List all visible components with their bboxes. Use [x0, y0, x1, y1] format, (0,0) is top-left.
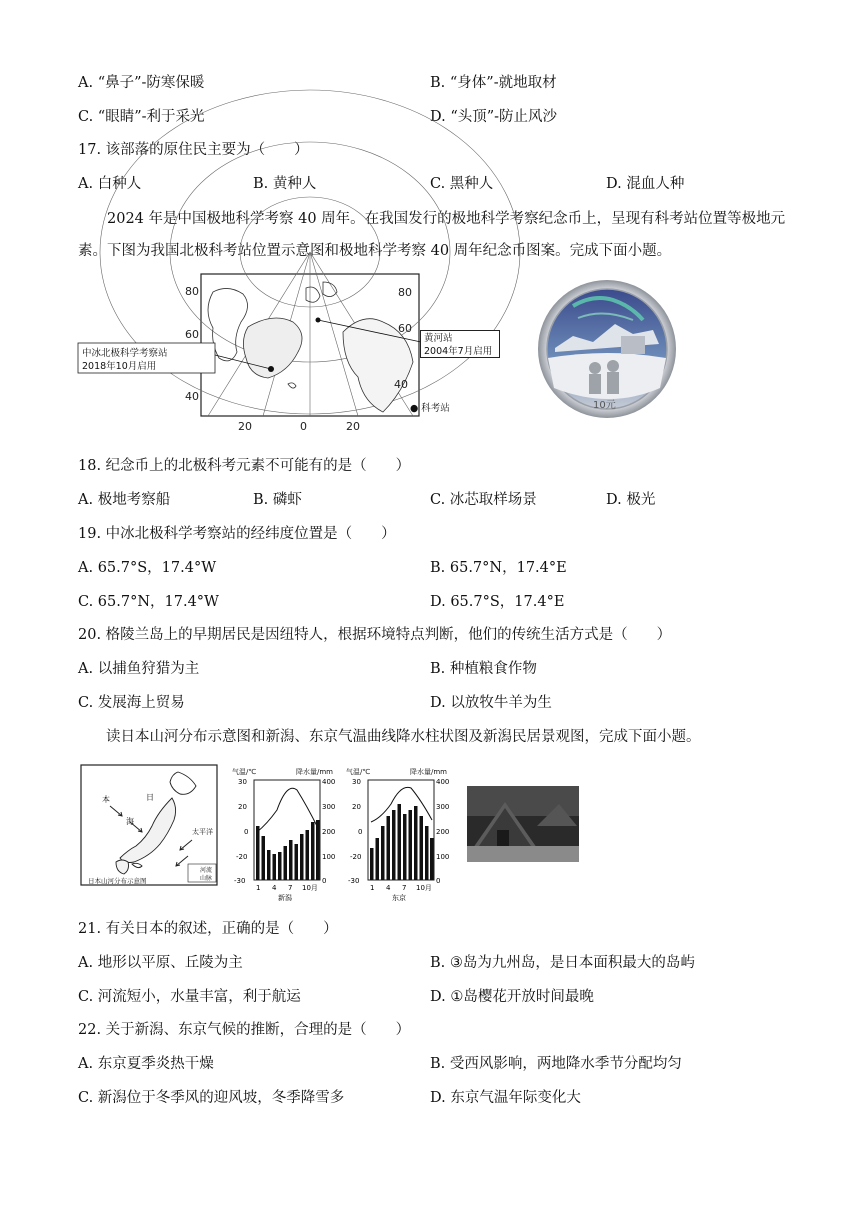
japan-map-caption: 日本山河分布示意图	[88, 877, 147, 885]
tokyo-t-30: 30	[352, 778, 361, 786]
lon-label-20e: 20	[346, 420, 360, 433]
q18-option-b: B. 磷虾	[253, 492, 302, 508]
station-zhongbing-date: 2018年10月启用	[82, 361, 157, 372]
niigata-t-neg30: -30	[234, 877, 246, 885]
station-huanghe-box	[420, 330, 500, 358]
tokyo-city: 东京	[392, 894, 406, 902]
commemorative-coin	[533, 278, 681, 420]
q21-option-d: D. ①岛樱花开放时间最晚	[430, 989, 594, 1005]
label-ben: 本	[102, 795, 110, 804]
q22-option-b: B. 受西风影响，两地降水季节分配均匀	[430, 1056, 682, 1072]
tokyo-m-1: 1	[370, 884, 375, 892]
tokyo-m-10: 10月	[416, 884, 432, 892]
lat-label-40-left: 40	[185, 390, 199, 403]
niigata-p-400: 400	[322, 778, 336, 786]
label-ri: 日	[146, 793, 154, 802]
niigata-p-100: 100	[322, 853, 336, 861]
q19-option-d: D. 65.7°S，17.4°E	[430, 594, 565, 610]
niigata-p-200: 200	[322, 828, 336, 836]
lat-label-80-right: 80	[398, 286, 412, 299]
q20-option-a: A. 以捕鱼狩猎为主	[78, 661, 200, 677]
lat-label-80-left: 80	[185, 285, 199, 298]
niigata-t-30: 30	[238, 778, 247, 786]
tokyo-t-20: 20	[352, 803, 361, 811]
q17-stem: 17. 该部落的原住民主要为（ ）	[78, 142, 309, 158]
q22-stem: 22. 关于新潟、东京气候的推断，合理的是（ ）	[78, 1022, 411, 1038]
q20-option-d: D. 以放牧牛羊为生	[430, 695, 552, 711]
q19-option-b: B. 65.7°N，17.4°E	[430, 560, 567, 576]
passage-japan: 读日本山河分布示意图和新潟、东京气温曲线降水柱状图及新潟民居景观图，完成下面小题。	[106, 729, 701, 745]
station-huanghe-date: 2004年7月启用	[424, 346, 493, 357]
tokyo-p-100: 100	[436, 853, 450, 861]
q17-option-d: D. 混血人种	[606, 176, 685, 192]
station-zhongbing-name: 中冰北极科学考察站	[82, 348, 168, 359]
q21-stem: 21. 有关日本的叙述，正确的是（ ）	[78, 921, 338, 937]
coin-denomination: 10元	[593, 400, 616, 411]
niigata-m-10: 10月	[302, 884, 318, 892]
q18-option-a: A. 极地考察船	[78, 492, 171, 508]
niigata-temp-axis-title: 气温/℃	[232, 768, 257, 776]
niigata-house-photo	[467, 786, 579, 862]
q18-option-c: C. 冰芯取样场景	[430, 492, 537, 508]
lat-label-60-right: 60	[398, 322, 412, 335]
q18-stem: 18. 纪念币上的北极科考元素不可能有的是（ ）	[78, 458, 411, 474]
q16-option-a: A. “鼻子”-防寒保暖	[78, 75, 205, 91]
niigata-t-20: 20	[238, 803, 247, 811]
tokyo-m-7: 7	[402, 884, 407, 892]
q17-option-c: C. 黑种人	[430, 176, 494, 192]
tokyo-precip-axis-title: 降水量/mm	[410, 768, 447, 776]
tokyo-t-0: 0	[358, 828, 363, 836]
tokyo-t-neg30: -30	[348, 877, 360, 885]
q16-option-c: C. “眼睛”-利于采光	[78, 109, 205, 125]
legend-river: 河流	[200, 867, 213, 874]
niigata-m-4: 4	[272, 884, 277, 892]
niigata-city: 新潟	[278, 894, 292, 902]
japan-river-mountain-map	[80, 764, 218, 886]
tokyo-p-200: 200	[436, 828, 450, 836]
q18-option-d: D. 极光	[606, 492, 656, 508]
lon-label-0: 0	[300, 420, 307, 433]
niigata-precip-axis-title: 降水量/mm	[296, 768, 333, 776]
q21-option-a: A. 地形以平原、丘陵为主	[78, 955, 243, 971]
tokyo-p-0: 0	[436, 877, 441, 885]
q19-stem: 19. 中冰北极科学考察站的经纬度位置是（ ）	[78, 526, 396, 542]
climate-chart-tokyo	[346, 766, 454, 902]
station-huanghe-name: 黄河站	[424, 333, 453, 344]
q19-option-a: A. 65.7°S，17.4°W	[78, 560, 217, 576]
tokyo-m-4: 4	[386, 884, 391, 892]
lat-label-60-left: 60	[185, 328, 199, 341]
passage-polar: 2024 年是中国极地科学考察 40 周年。在我国发行的极地科学考察纪念币上，呈现有科考站位置等极地元素。下图为我国北极科考站位置示意图和极地科学考察 40 周年纪念币图案。完成下面小题。	[78, 211, 786, 259]
q20-stem: 20. 格陵兰岛上的早期居民是因纽特人，根据环境特点判断，他们的传统生活方式是（ ）	[78, 627, 672, 643]
q22-option-a: A. 东京夏季炎热干燥	[78, 1056, 214, 1072]
niigata-m-1: 1	[256, 884, 261, 892]
label-hai: 海	[126, 817, 134, 826]
niigata-p-0: 0	[322, 877, 327, 885]
lon-label-20w: 20	[238, 420, 252, 433]
q21-option-b: B. ③岛为九州岛，是日本面积最大的岛屿	[430, 955, 695, 971]
legend-station: ● 科考站	[410, 403, 450, 414]
niigata-m-7: 7	[288, 884, 293, 892]
label-pacific: 太平洋	[192, 828, 213, 836]
q20-option-c: C. 发展海上贸易	[78, 695, 185, 711]
q21-option-c: C. 河流短小，水量丰富，利于航运	[78, 989, 301, 1005]
niigata-t-neg20: -20	[236, 853, 248, 861]
lat-label-40-right: 40	[394, 378, 408, 391]
q22-option-d: D. 东京气温年际变化大	[430, 1090, 581, 1106]
q16-option-d: D. “头顶”-防止风沙	[430, 109, 558, 125]
niigata-p-300: 300	[322, 803, 336, 811]
niigata-t-0: 0	[244, 828, 249, 836]
q22-option-c: C. 新潟位于冬季风的迎风坡，冬季降雪多	[78, 1090, 345, 1106]
legend-mountain: 山脉	[200, 875, 213, 882]
tokyo-p-400: 400	[436, 778, 450, 786]
tokyo-t-neg20: -20	[350, 853, 362, 861]
q16-option-b: B. “身体”-就地取材	[430, 75, 557, 91]
q20-option-b: B. 种植粮食作物	[430, 661, 537, 677]
climate-chart-niigata	[232, 766, 340, 902]
q17-option-a: A. 白种人	[78, 176, 142, 192]
q17-option-b: B. 黄种人	[253, 176, 317, 192]
tokyo-temp-axis-title: 气温/℃	[346, 768, 371, 776]
tokyo-p-300: 300	[436, 803, 450, 811]
q19-option-c: C. 65.7°N，17.4°W	[78, 594, 219, 610]
